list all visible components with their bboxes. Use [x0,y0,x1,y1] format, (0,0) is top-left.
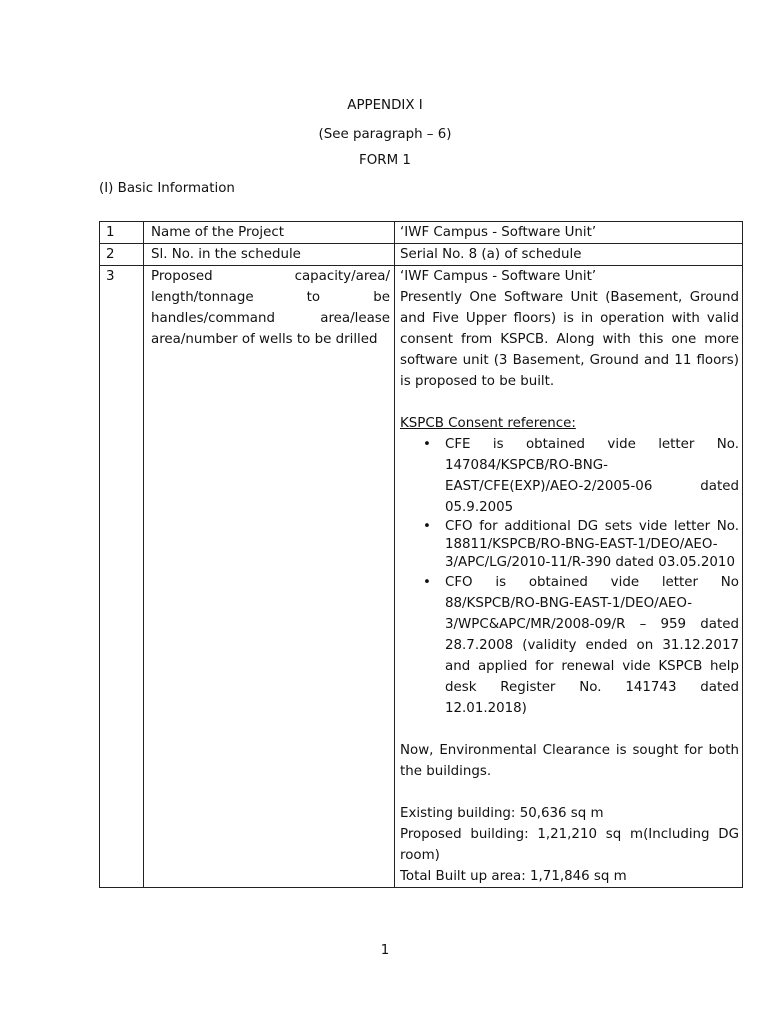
existing-area: Existing building: 50,636 sq m [400,806,604,821]
row-label: Name of the Project [144,222,395,244]
list-item: • CFO is obtained vide letter No 88/KSPCB/RO-BNG-EAST-1/DEO/AEO-3/WPC&APC/MR/2008-09/R – 959 dated 28.7.2008 (validity ended on 31.12.2017 and applied for renewal vide KSPCB help desk Register No. 141743 dated 12.01.2018) [445,572,739,719]
row-label: Proposed capacity/area/ length/tonnage to be handles/command area/lease area/number of wells to be drilled [144,266,395,888]
project-name: ‘IWF Campus - Software Unit’ [400,269,597,284]
row-number: 1 [100,222,144,244]
consent-list [400,434,739,719]
row-number: 3 [100,266,144,888]
form-title: FORM 1 [359,153,411,168]
appendix-title: APPENDIX I [347,98,423,113]
clearance-statement: Now, Environmental Clearance is sought for both the buildings. [400,743,739,779]
section-title: (I) Basic Information [99,181,235,196]
page-number: 1 [380,943,390,958]
total-area: Total Built up area: 1,71,846 sq m [400,869,627,884]
row-number: 2 [100,244,144,266]
table-row [100,244,743,266]
consent-heading: KSPCB Consent reference: [400,416,576,431]
table-row [100,222,743,244]
row-value-cell [395,266,743,888]
list-item: • CFE is obtained vide letter No. 147084/KSPCB/RO-BNG-EAST/CFE(EXP)/AEO-2/2005-06 dated 05.9.2005 [445,434,739,518]
proposed-area: Proposed building: 1,21,210 sq m(Including DG room) [400,827,739,863]
row-value: Serial No. 8 (a) of schedule [395,244,743,266]
project-description: Presently One Software Unit (Basement, Ground and Five Upper floors) is in operation with valid consent from KSPCB. Along with this one more software unit (3 Basement, Ground and 11 floors) is proposed to be built. [400,290,739,389]
basic-information-table [99,221,743,888]
table-row [100,266,743,888]
row-label: Sl. No. in the schedule [144,244,395,266]
row-value: ‘IWF Campus - Software Unit’ [395,222,743,244]
list-item: • CFO for additional DG sets vide letter No. 18811/KSPCB/RO-BNG-EAST-1/DEO/AEO-3/APC/LG/2010-11/R-390 dated 03.05.2010 [445,518,739,572]
paragraph-reference: (See paragraph – 6) [318,127,452,142]
